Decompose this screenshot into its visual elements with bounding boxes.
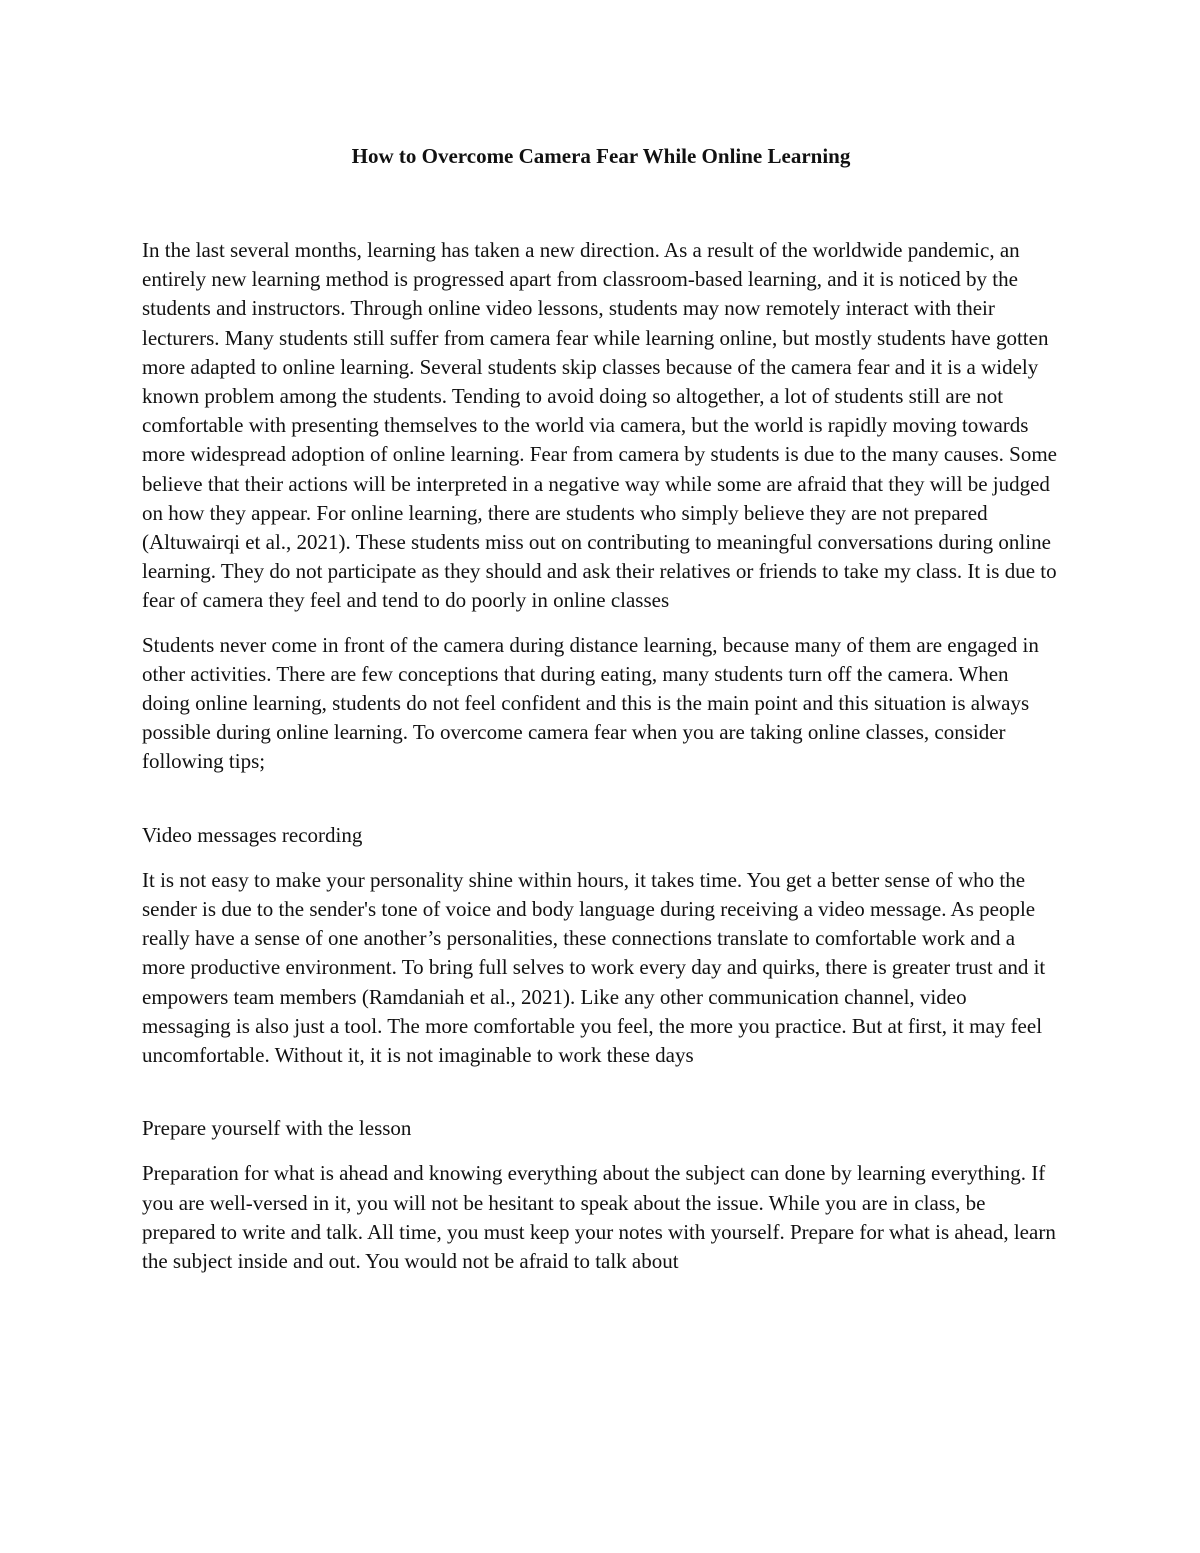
section-body-prepare-lesson: Preparation for what is ahead and knowing everything about the subject can done by learning everything. If you are well-versed in it, you will not be hesitant to speak about the issue. While you are in class, be prepared to write and talk. All time, you must keep your notes with yourself. Prepare for what is ahead, learn the subject inside and out. You would not be afraid to talk about	[142, 1161, 1056, 1274]
section-heading-prepare-lesson: Prepare yourself with the lesson	[142, 1116, 412, 1141]
intro-paragraph: In the last several months, learning has taken a new direction. As a result of the worldwide pandemic, an entirely new learning method is progressed apart from classroom-based learning, and it is noticed by the students and instructors. Through online video lessons, students may now remotely interact with their lecturers. Many students still suffer from camera fear while learning online, but mostly students have gotten more adapted to online learning. Several students skip classes because of the camera fear and it is a widely known problem among the students. Tending to avoid doing so altogether, a lot of students still are not comfortable with presenting themselves to the world via camera, but the world is rapidly moving towards more widespread adoption of online learning. Fear from camera by students is due to the many causes. Some believe that their actions will be interpreted in a negative way while some are afraid that they will be judged on how they appear. For online learning, there are students who simply believe they are not prepared (Altuwairqi et al., 2021). These students miss out on contributing to meaningful conversations during online learning. They do not participate as they should and ask their relatives or friends to take my class. It is due to fear of camera they feel and tend to do poorly in online classes	[142, 238, 1057, 613]
document-page	[142, 140, 1060, 1291]
second-paragraph: Students never come in front of the camera during distance learning, because many of them are engaged in other activities. There are few conceptions that during eating, many students turn off the camera. When doing online learning, students do not feel confident and this is the main point and this situation is always possible during online learning. To overcome camera fear when you are taking online classes, consider following tips;	[142, 632, 1039, 774]
document-title: How to Overcome Camera Fear While Online Learning	[351, 144, 851, 168]
section-heading-video-messages: Video messages recording	[142, 822, 363, 847]
section-body-video-messages: It is not easy to make your personality shine within hours, it takes time. You get a better sense of who the sender is due to the sender's tone of voice and body language during receiving a video message. As people really have a sense of one another’s personalities, these connections translate to comfortable work and a more productive environment. To bring full selves to work every day and quirks, there is greater trust and it empowers team members (Ramdaniah et al., 2021). Like any other communication channel, video messaging is also just a tool. The more comfortable you feel, the more you practice. But at first, it may feel uncomfortable. Without it, it is not imaginable to work these days	[142, 867, 1046, 1068]
